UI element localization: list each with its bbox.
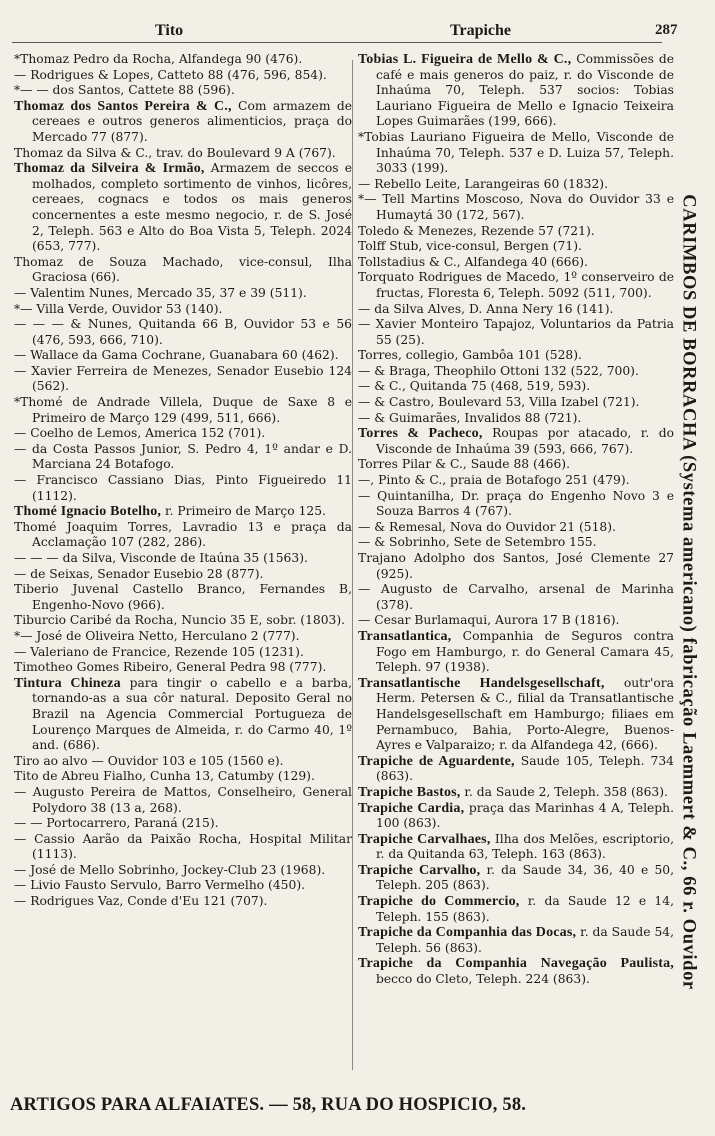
directory-entry — [358, 925, 674, 956]
directory-entry — [14, 52, 352, 68]
entry-text: — Rodrigues & Lopes, Catteto 88 (476, 596, 854). — [14, 67, 327, 82]
entry-text: Tito de Abreu Fialho, Cunha 13, Catumby (129). — [14, 769, 315, 784]
entry-text: — & Sobrinho, Sete de Setembro 155. — [358, 535, 597, 550]
header-center-guide-word: Trapiche — [450, 22, 512, 39]
entry-bold-name: Thomaz dos Santos Pereira & C., — [14, 98, 232, 114]
directory-entry — [358, 801, 674, 832]
entry-text: — Augusto de Carvalho, arsenal de Marinha (378). — [358, 582, 674, 612]
directory-entry — [14, 785, 352, 816]
footer-advertisement: ARTIGOS PARA ALFAIATES. — 58, RUA DO HOSPICIO, 58. — [10, 1095, 527, 1115]
directory-entry — [14, 816, 352, 832]
directory-entry — [358, 520, 674, 536]
entry-text: *Thomé de Andrade Villela, Duque de Saxe 8 e Primeiro de Março 129 (499, 511, 666). — [14, 395, 352, 425]
entry-text: *— — dos Santos, Cattete 88 (596). — [14, 83, 235, 98]
directory-entry — [14, 161, 352, 255]
entry-text: — Cassio Aarão da Paixão Rocha, Hospital Militar (1113). — [14, 831, 352, 862]
entry-text: Toledo & Menezes, Rezende 57 (721). — [358, 223, 595, 238]
entry-bold-name: Trapiche Cardia, — [358, 800, 465, 816]
entry-text: — Wallace da Gama Cochrane, Guanabara 60 (462). — [14, 348, 339, 363]
directory-entry — [14, 255, 352, 286]
page-number: 287 — [655, 22, 678, 38]
entry-text: — & Braga, Theophilo Ottoni 132 (522, 700). — [358, 363, 639, 378]
directory-entry — [358, 379, 674, 395]
directory-entry — [358, 535, 674, 551]
directory-entry — [14, 99, 352, 146]
directory-entry — [358, 785, 674, 801]
directory-entry — [358, 894, 674, 925]
entry-text: Thomaz de Souza Machado, vice-consul, Ilha Graciosa (66). — [14, 254, 352, 285]
entry-text: Commissões de café e mais generos do paiz, r. do Visconde de Inhaúma 70, Teleph. 537 socios: Tobias Lauriano Figueira de Mello e Ignacio Teixeira Lopes Guimarães (199, 666). — [376, 52, 674, 129]
directory-entry — [14, 660, 352, 676]
directory-entry — [358, 395, 674, 411]
entry-text: — Rebello Leite, Larangeiras 60 (1832). — [358, 176, 608, 191]
entry-text: —, Pinto & C., praia de Botafogo 251 (479). — [358, 473, 630, 488]
directory-entry — [14, 878, 352, 894]
directory-entry — [14, 473, 352, 504]
entry-text: — Augusto Pereira de Mattos, Conselheiro, General Polydoro 38 (13 a, 268). — [14, 784, 352, 815]
directory-entry — [358, 302, 674, 318]
entry-bold-name: Trapiche Bastos, — [358, 784, 461, 800]
entry-text: — de Seixas, Senador Eusebio 28 (877). — [14, 566, 264, 581]
entry-text: Tollstadius & C., Alfandega 40 (666). — [358, 254, 589, 269]
directory-entry — [14, 676, 352, 754]
entry-text: Tolff Stub, vice-consul, Bergen (71). — [358, 239, 582, 254]
entry-text: — & Guimarães, Invalidos 88 (721). — [358, 410, 582, 425]
directory-entry — [14, 582, 352, 613]
directory-entry — [358, 364, 674, 380]
entry-text: *Tobias Lauriano Figueira de Mello, Visconde de Inhaúma 70, Teleph. 537 e D. Luiza 57, Teleph. 3033 (199). — [358, 129, 674, 176]
entry-text: — — Portocarrero, Paraná (215). — [14, 816, 219, 831]
directory-entry — [358, 177, 674, 193]
entry-text: — Livio Fausto Servulo, Barro Vermelho (450). — [14, 878, 306, 893]
entry-text: *— Villa Verde, Ouvidor 53 (140). — [14, 301, 223, 316]
directory-entry — [14, 348, 352, 364]
directory-entry — [14, 83, 352, 99]
directory-entry — [358, 613, 674, 629]
directory-entry — [14, 364, 352, 395]
directory-entry — [14, 395, 352, 426]
entry-text: Timotheo Gomes Ribeiro, General Pedra 98 (777). — [14, 660, 327, 675]
directory-entry — [14, 317, 352, 348]
entry-text: r. Primeiro de Março 125. — [161, 504, 326, 519]
side-banner-text: CARIMBOS DE BORRACHA (Systema americano) fabricação Laemmert & C., 66 r. Ouvidor — [678, 194, 699, 990]
entry-text: — & Remesal, Nova do Ouvidor 21 (518). — [358, 519, 616, 534]
directory-entry — [358, 457, 674, 473]
entry-bold-name: Trapiche da Companhia Navegação Paulista, — [358, 956, 674, 972]
entry-text: — & C., Quitanda 75 (468, 519, 593). — [358, 379, 591, 394]
left-column — [14, 52, 352, 910]
entry-text: r. da Saude 2, Teleph. 358 (863). — [460, 784, 668, 799]
entry-text: — Xavier Ferreira de Menezes, Senador Eusebio 124 (562). — [14, 363, 352, 394]
directory-entry — [358, 255, 674, 271]
entry-text: Ilha dos Melões, escriptorio, r. da Quitanda 63, Teleph. 163 (863). — [376, 831, 674, 862]
entry-text: — José de Mello Sobrinho, Jockey-Club 23 (1968). — [14, 862, 326, 877]
entry-text: para tingir o cabello e a barba, tornando-as a sua côr natural. Deposito Geral no Brazil na Agencia Commercial Portugueza de Lourenço Marques de Almeida, r. do Carmo 40, 1º and. (686). — [32, 675, 352, 753]
directory-entry — [14, 832, 352, 863]
entry-text: Tiberio Juvenal Castello Branco, Fernandes B, Engenho-Novo (966). — [14, 582, 352, 612]
header-rule — [12, 42, 662, 43]
entry-text: Torres, collegio, Gambôa 101 (528). — [358, 348, 582, 363]
entry-bold-name: Thomé Ignacio Botelho, — [14, 504, 162, 520]
entry-bold-name: Trapiche de Aguardente, — [358, 753, 515, 769]
entry-text: Torquato Rodrigues de Macedo, 1º conserveiro de fructas, Floresta 6, Teleph. 5092 (511, 700). — [358, 270, 674, 300]
right-column — [358, 52, 674, 988]
directory-entry — [358, 52, 674, 130]
entry-text: Thomé Joaquim Torres, Lavradio 13 e praça da Acclamação 107 (282, 286). — [14, 519, 352, 550]
directory-entry — [14, 146, 352, 162]
directory-entry — [14, 629, 352, 645]
entry-bold-name: Transatlantica, — [358, 628, 452, 644]
entry-text: *Thomaz Pedro da Rocha, Alfandega 90 (476). — [14, 52, 303, 66]
directory-entry — [14, 645, 352, 661]
directory-entry — [14, 520, 352, 551]
directory-entry — [358, 551, 674, 582]
entry-text: — Cesar Burlamaqui, Aurora 17 B (1816). — [358, 613, 620, 628]
entry-text: Armazem de seccos e molhados, completo sortimento de vinhos, licôres, cereaes, cognacs e todos os mais generos concernentes a este mesmo negocio, r. de S. José 2, Teleph. 563 e Alto do Boa Vista 5, Teleph. 2024 (653, 777). — [32, 161, 352, 254]
directory-entry — [358, 489, 674, 520]
entry-text: *— Tell Martins Moscoso, Nova do Ouvidor 33 e Humaytá 30 (172, 567). — [358, 192, 674, 222]
directory-entry — [358, 348, 674, 364]
entry-text: — & Castro, Boulevard 53, Villa Izabel (721). — [358, 395, 640, 410]
entry-text: Thomaz da Silva & C., trav. do Boulevard 9 A (767). — [14, 145, 336, 160]
entry-bold-name: Tintura Chineza — [14, 675, 121, 691]
entry-text: Saude 105, Teleph. 734 (863). — [376, 753, 674, 784]
directory-entry — [358, 239, 674, 255]
directory-entry — [358, 582, 674, 613]
entry-text: becco do Cleto, Teleph. 224 (863). — [376, 972, 590, 987]
directory-entry — [358, 754, 674, 785]
entry-text: — da Silva Alves, D. Anna Nery 16 (141). — [358, 301, 614, 316]
entry-bold-name: Trapiche Carvalho, — [358, 862, 481, 878]
directory-entry — [358, 192, 674, 223]
directory-entry — [14, 68, 352, 84]
side-advertisement-banner — [674, 72, 702, 1112]
entry-bold-name: Trapiche Carvalhaes, — [358, 831, 491, 847]
directory-entry — [14, 863, 352, 879]
directory-entry — [358, 832, 674, 863]
directory-entry — [14, 504, 352, 520]
directory-entry — [358, 130, 674, 177]
entry-bold-name: Thomaz da Silveira & Irmão, — [14, 161, 205, 177]
directory-entry — [358, 411, 674, 427]
entry-text: Trajano Adolpho dos Santos, José Clemente 27 (925). — [358, 551, 674, 581]
directory-entry — [14, 769, 352, 785]
entry-bold-name: Transatlantische Handelsgesellschaft, — [358, 675, 605, 691]
directory-entry — [358, 676, 674, 754]
entry-text: outr'ora Herm. Petersen & C., filial da Transatlantische Handelsgesellschaft em Hamburgo; filiaes em Pernambuco, Bahia, Porto-Alegre, Buenos-Ayres e Valparaizo; r. da Alfandega 42, (666). — [376, 675, 674, 753]
entry-text: Tiburcio Caribé da Rocha, Nuncio 35 E, sobr. (1803). — [14, 613, 346, 628]
entry-text: — — — da Silva, Visconde de Itaúna 35 (1563). — [14, 551, 308, 565]
entry-text: Roupas por atacado, r. do Visconde de Inhaúma 39 (593, 666, 767). — [376, 426, 674, 456]
directory-entry — [14, 754, 352, 770]
directory-entry — [358, 317, 674, 348]
directory-entry — [14, 613, 352, 629]
entry-text: — Valentim Nunes, Mercado 35, 37 e 39 (511). — [14, 285, 307, 300]
directory-entry — [14, 286, 352, 302]
entry-text: Tiro ao alvo — Ouvidor 103 e 105 (1560 e). — [14, 753, 284, 768]
directory-entry — [358, 629, 674, 676]
entry-text: r. da Saude 54, Teleph. 56 (863). — [376, 925, 674, 955]
directory-entry — [358, 224, 674, 240]
directory-entry — [14, 894, 352, 910]
directory-entry — [358, 473, 674, 489]
entry-text: Com armazem de cereaes e outros generos alimenticios, praça do Mercado 77 (877). — [32, 98, 353, 144]
entry-text: Torres Pilar & C., Saude 88 (466). — [358, 457, 570, 472]
entry-text: — Xavier Monteiro Tapajoz, Voluntarios da Patria 55 (25). — [358, 317, 674, 347]
entry-bold-name: Trapiche do Commercio, — [358, 894, 520, 910]
directory-entry — [14, 426, 352, 442]
entry-text: r. da Saude 34, 36, 40 e 50, Teleph. 205 (863). — [376, 862, 675, 893]
entry-bold-name: Trapiche da Companhia das Docas, — [358, 925, 577, 941]
directory-entry — [14, 442, 352, 473]
entry-text: — Quintanilha, Dr. praça do Engenho Novo 3 e Souza Barros 4 (767). — [358, 488, 674, 519]
entry-text: praça das Marinhas 4 A, Teleph. 100 (863). — [376, 800, 674, 831]
entry-bold-name: Torres & Pacheco, — [358, 426, 483, 442]
entry-text: Companhia de Seguros contra Fogo em Hamburgo, r. do General Camara 45, Teleph. 97 (1938). — [376, 628, 674, 675]
entry-text: *— José de Oliveira Netto, Herculano 2 (777). — [14, 628, 300, 643]
entry-text: r. da Saude 12 e 14, Teleph. 155 (863). — [376, 894, 674, 924]
header-left-guide-word: Tito — [155, 22, 184, 39]
entry-text: — — — & Nunes, Quitanda 66 B, Ouvidor 53 e 56 (476, 593, 666, 710). — [14, 317, 352, 347]
directory-entry — [358, 270, 674, 301]
directory-entry — [14, 551, 352, 567]
entry-text: — da Costa Passos Junior, S. Pedro 4, 1º andar e D. Marciana 24 Botafogo. — [14, 441, 352, 472]
directory-entry — [358, 863, 674, 894]
column-separator — [352, 60, 353, 1070]
entry-text: — Francisco Cassiano Dias, Pinto Figueiredo 11 (1112). — [14, 473, 352, 503]
directory-entry — [14, 567, 352, 583]
directory-entry — [14, 302, 352, 318]
directory-entry — [358, 426, 674, 457]
directory-entry — [358, 956, 674, 987]
entry-text: — Valeriano de Francice, Rezende 105 (1231). — [14, 644, 304, 659]
entry-bold-name: Tobias L. Figueira de Mello & C., — [358, 52, 572, 67]
entry-text: — Coelho de Lemos, America 152 (701). — [14, 426, 266, 441]
entry-text: — Rodrigues Vaz, Conde d'Eu 121 (707). — [14, 894, 268, 909]
